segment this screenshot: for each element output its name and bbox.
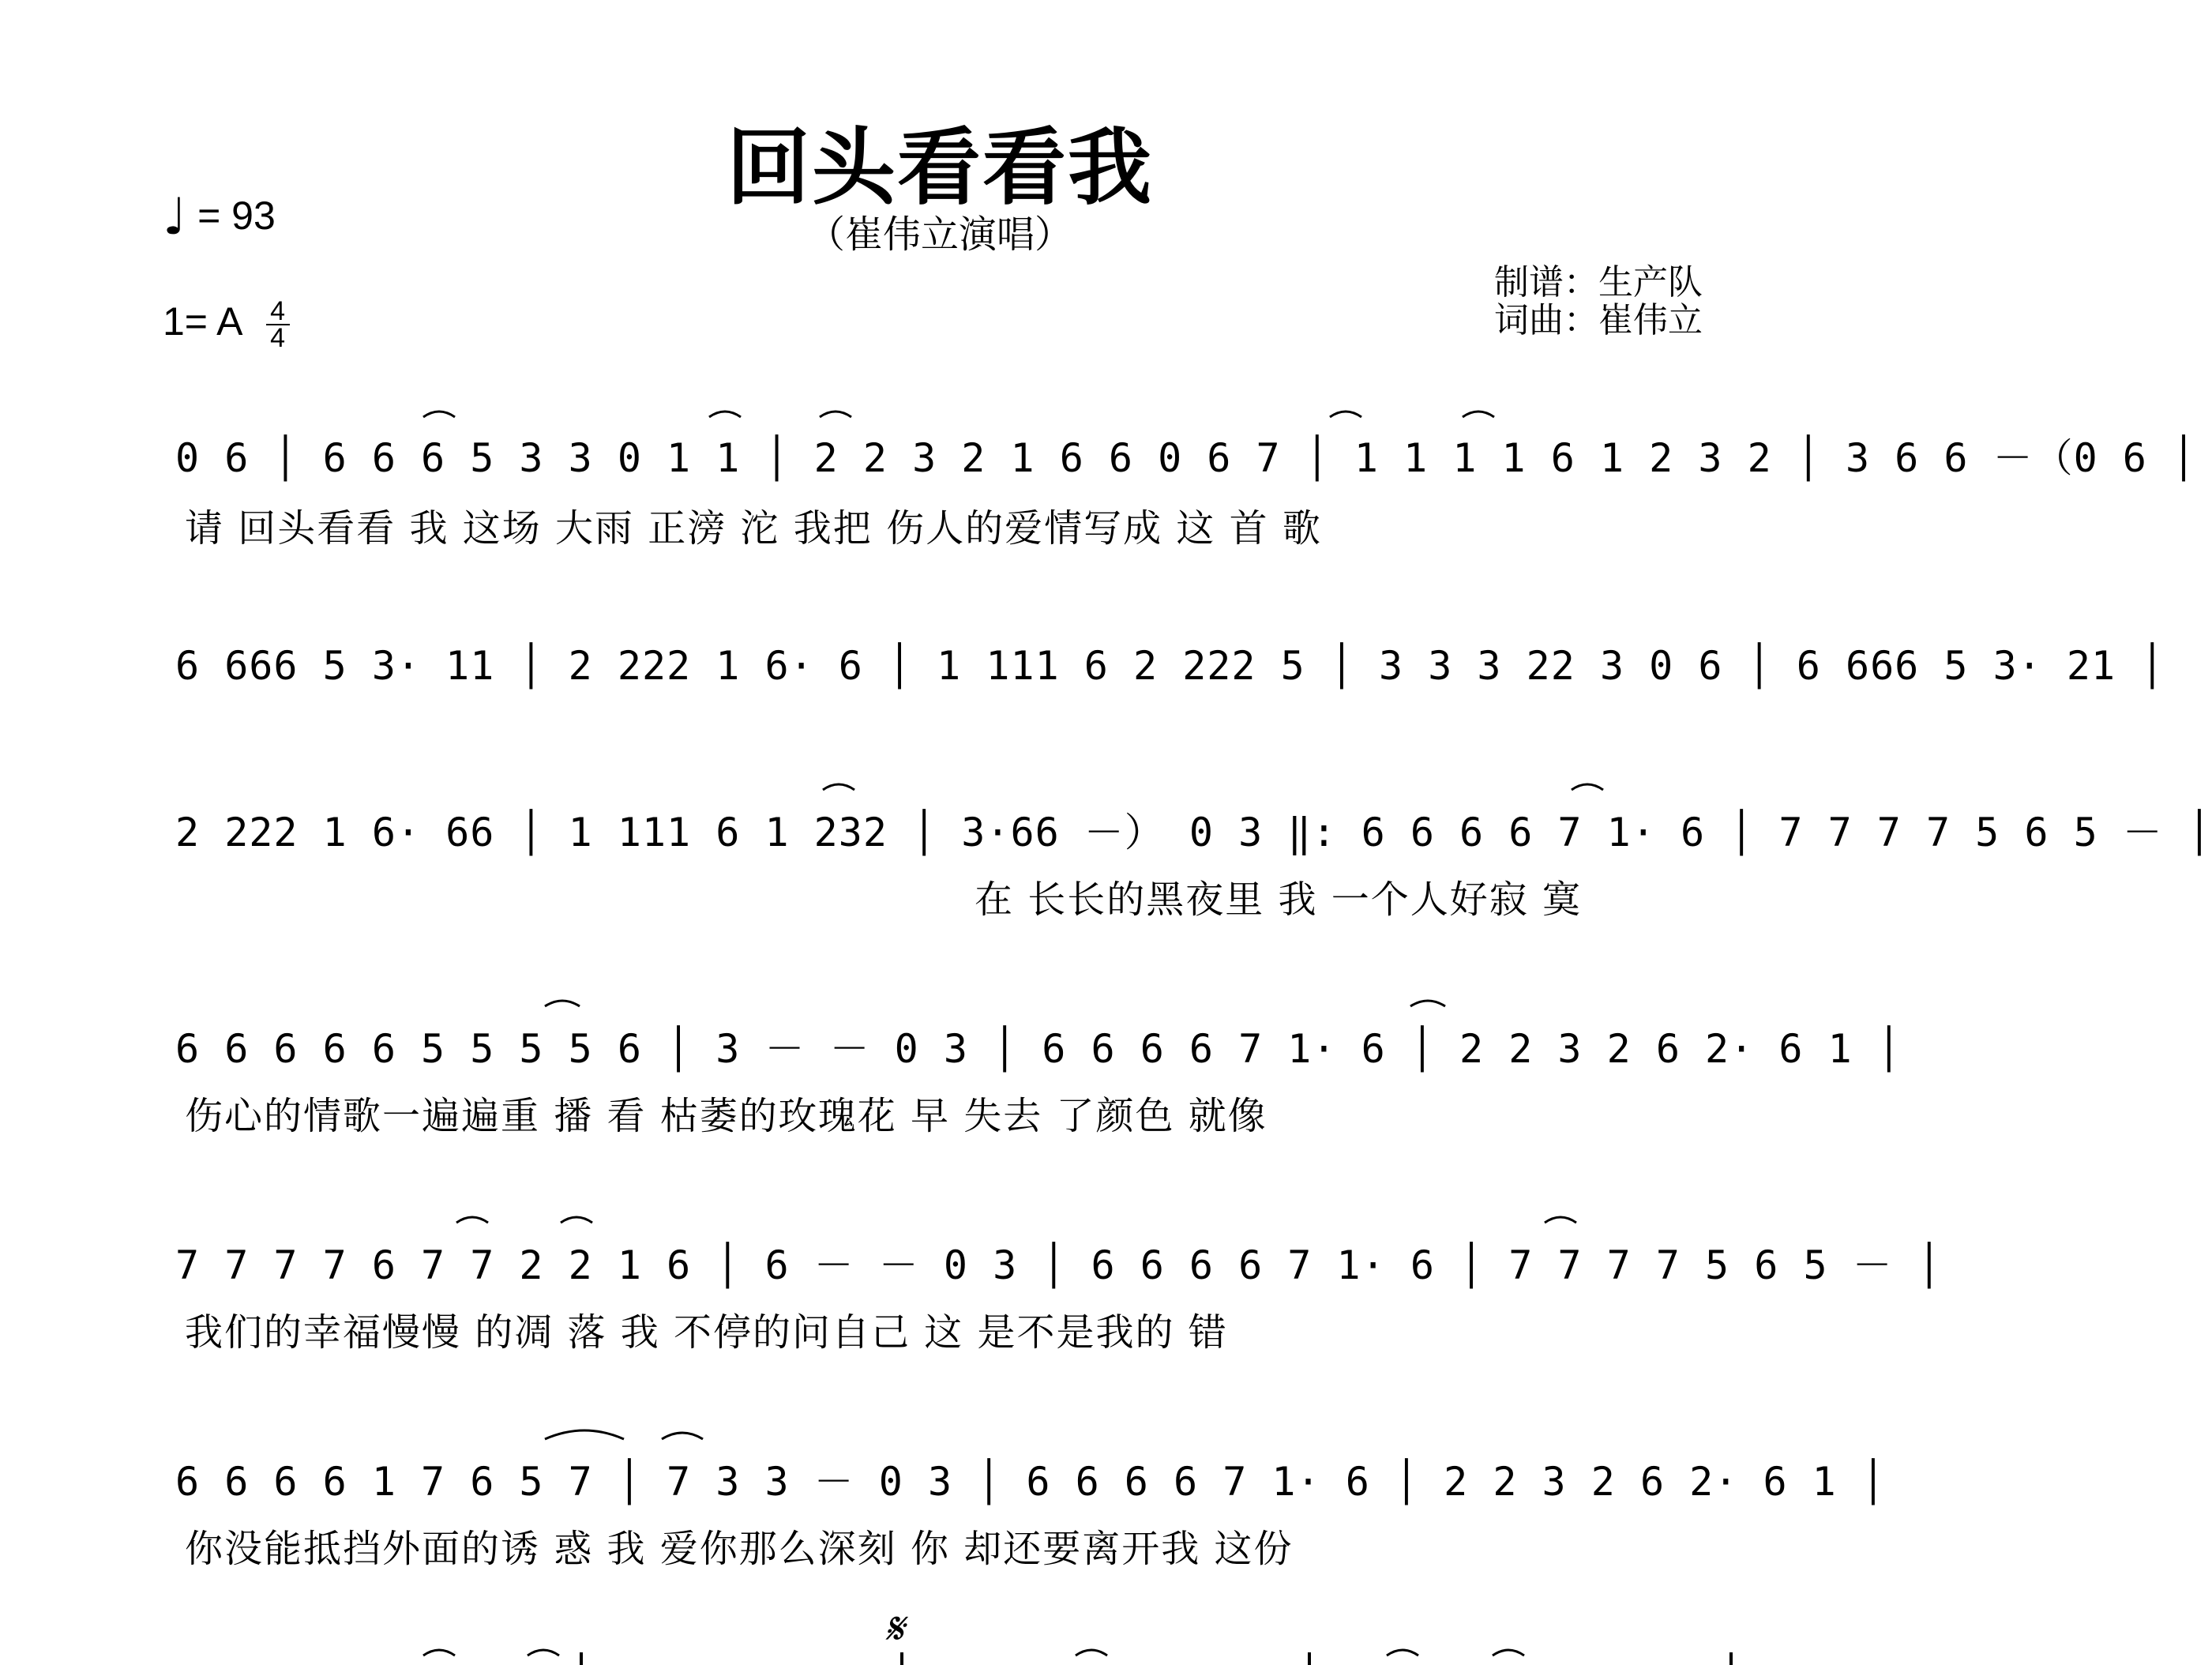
- slur-mark: [423, 412, 455, 417]
- slur-mark: [662, 1433, 703, 1439]
- time-signature: [266, 296, 290, 353]
- quarter-note-icon: ♩: [163, 188, 187, 246]
- slur-mark: [456, 1217, 488, 1223]
- notation-line-3: 2 222 1 6· 66 │ 1 111 6 1 232 │ 3·66 －） 0 3 ‖: 6 6 6 6 7 1· 6 │ 7 7 7 7 5 6 5 － │: [175, 810, 2212, 855]
- slur-mark: [1410, 1001, 1445, 1006]
- time-sig-bottom: 4: [270, 323, 286, 353]
- notation-line-5: 7 7 7 7 6 7 7 2 2 1 6 │ 6 － － 0 3 │ 6 6 6 6 7 1· 6 │ 7 7 7 7 5 6 5 － │: [175, 1242, 1942, 1288]
- slur-mark: [545, 1430, 624, 1439]
- slur-mark: [1572, 784, 1603, 790]
- segno-sign: 𝄋: [884, 1603, 904, 1655]
- notation-line-6: 6 6 6 6 1 7 6 5 7 │ 7 3 3 － 0 3 │ 6 6 6 6 7 1· 6 │ 2 2 3 2 6 2· 6 1 │: [175, 1459, 1886, 1505]
- slur-mark: [528, 1650, 559, 1656]
- slur-mark: [1330, 412, 1361, 417]
- slur-mark: [561, 1217, 592, 1223]
- slur-mark: [1463, 412, 1494, 417]
- key-signature: [163, 296, 290, 353]
- notation-line-1: 0 6 │ 6 6 6 5 3 3 0 1 1 │ 2 2 3 2 1 6 6 0 6 7 │ 1 1 1 1 6 1 2 3 2 │ 3 6 6 －（0 6 │: [175, 435, 2197, 481]
- key-label: 1= A: [163, 299, 241, 344]
- notation-line-2: 6 666 5 3· 11 │ 2 222 1 6· 6 │ 1 111 6 2 222 5 │ 3 3 3 22 3 0 6 │ 6 666 5 3· 21 │: [175, 643, 2165, 689]
- slur-mark: [1545, 1217, 1576, 1223]
- slur-mark: [423, 1650, 455, 1656]
- slur-mark: [820, 412, 851, 417]
- lyrics-line-4: 伤心的情歌一遍遍重 播 看 枯萎的玫瑰花 早 失去 了颜色 就像: [185, 1094, 1267, 1138]
- lyrics-line-3: 在 长长的黑夜里 我 一个人好寂 寞: [975, 878, 1583, 922]
- song-title: 回头看看我: [727, 122, 1153, 215]
- lyrics-line-6: 你没能抵挡外面的诱 惑 我 爱你那么深刻 你 却还要离开我 这份: [185, 1527, 1294, 1571]
- performer-subtitle: （崔伟立演唱）: [806, 214, 1072, 256]
- credits: [1494, 264, 1703, 340]
- arranger-credit: 制谱：生产队: [1494, 263, 1703, 302]
- composer-credit: 词曲：崔伟立: [1494, 301, 1703, 340]
- lyrics-line-5: 我们的幸福慢慢 的凋 落 我 不停的问自己 这 是不是我的 错: [185, 1310, 1228, 1355]
- slur-mark: [823, 784, 854, 790]
- notation-line-4: 6 6 6 6 6 5 5 5 5 6 │ 3 － － 0 3 │ 6 6 6 6 7 1· 6 │ 2 2 3 2 6 2· 6 1 │: [175, 1026, 1902, 1072]
- slur-mark: [545, 1001, 580, 1006]
- time-sig-top: 4: [270, 296, 286, 326]
- slur-mark: [1387, 1650, 1418, 1656]
- tempo-marking: [163, 188, 276, 246]
- slur-mark: [709, 412, 741, 417]
- tempo-value: = 93: [197, 194, 276, 238]
- slur-mark: [1493, 1650, 1524, 1656]
- lyrics-line-1: 请 回头看看 我 这场 大雨 正滂 沱 我把 伤人的爱情写成 这 首 歌: [185, 506, 1322, 551]
- slur-mark: [1076, 1650, 1107, 1656]
